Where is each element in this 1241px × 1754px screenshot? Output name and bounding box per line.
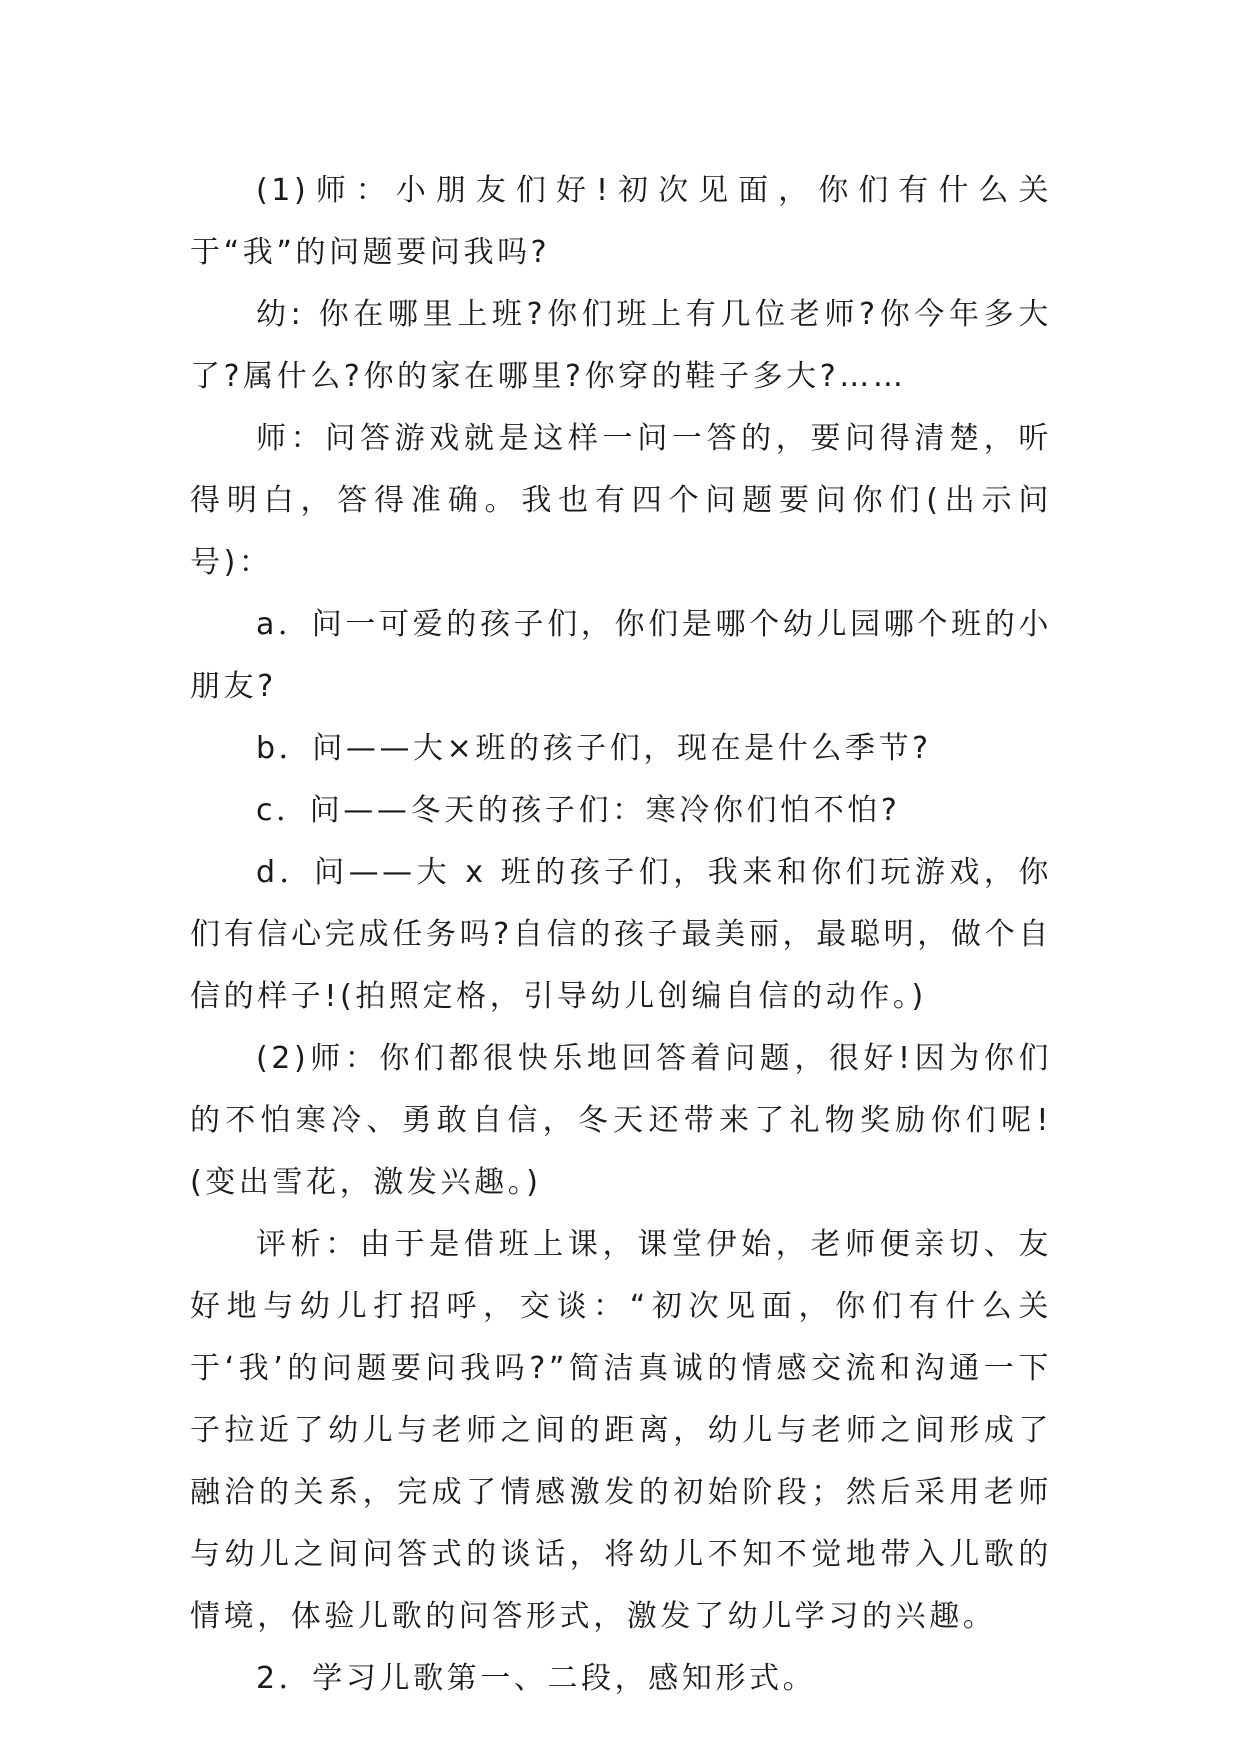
- paragraph-analysis: 评析：由于是借班上课，课堂伊始，老师便亲切、友好地与幼儿打招呼，交谈：“初次见面，你们有什么关于‘我’的问题要问我吗?”简洁真诚的情感交流和沟通一下子拉近了幼儿与老师之间的距离，幼儿与老师之间形成了融洽的关系，完成了情感激发的初始阶段；然后采用老师与幼儿之间问答式的谈话，将幼儿不知不觉地带入儿歌的情境，体验儿歌的问答形式，激发了幼儿学习的兴趣。: [190, 1227, 1052, 1634]
- paragraph-question-b: b．问——大×班的孩子们，现在是什么季节?: [256, 731, 932, 766]
- paragraph-question-d: d．问——大 x 班的孩子们，我来和你们玩游戏，你们有信心完成任务吗?自信的孩子最美丽，最聪明，做个自信的样子!(拍照定格，引导幼儿创编自信的动作。): [190, 855, 1052, 1014]
- paragraph-question-a: a．问一可爱的孩子们，你们是哪个幼儿园哪个班的小朋友?: [190, 607, 1052, 704]
- paragraph-children-questions: 幼: 你在哪里上班?你们班上有几位老师?你今年多大了?属什么?你的家在哪里?你穿的鞋子多大?……: [190, 297, 1052, 394]
- paragraph-section-heading: 2．学习儿歌第一、二段，感知形式。: [256, 1661, 817, 1696]
- paragraph-teacher-gift: (2)师：你们都很快乐地回答着问题，很好!因为你们的不怕寒冷、勇敢自信，冬天还带来了礼物奖励你们呢!(变出雪花，激发兴趣。): [190, 1041, 1052, 1200]
- paragraph-teacher-greeting: (1)师：小朋友们好!初次见面，你们有什么关于“我”的问题要问我吗?: [190, 173, 1052, 270]
- paragraph-question-c: c．问——冬天的孩子们：寒冷你们怕不怕?: [256, 793, 901, 828]
- document-body: [190, 160, 1052, 1710]
- paragraph-teacher-explains-game: 师：问答游戏就是这样一问一答的，要问得清楚，听得明白，答得准确。我也有四个问题要问你们(出示问号)：: [190, 421, 1052, 580]
